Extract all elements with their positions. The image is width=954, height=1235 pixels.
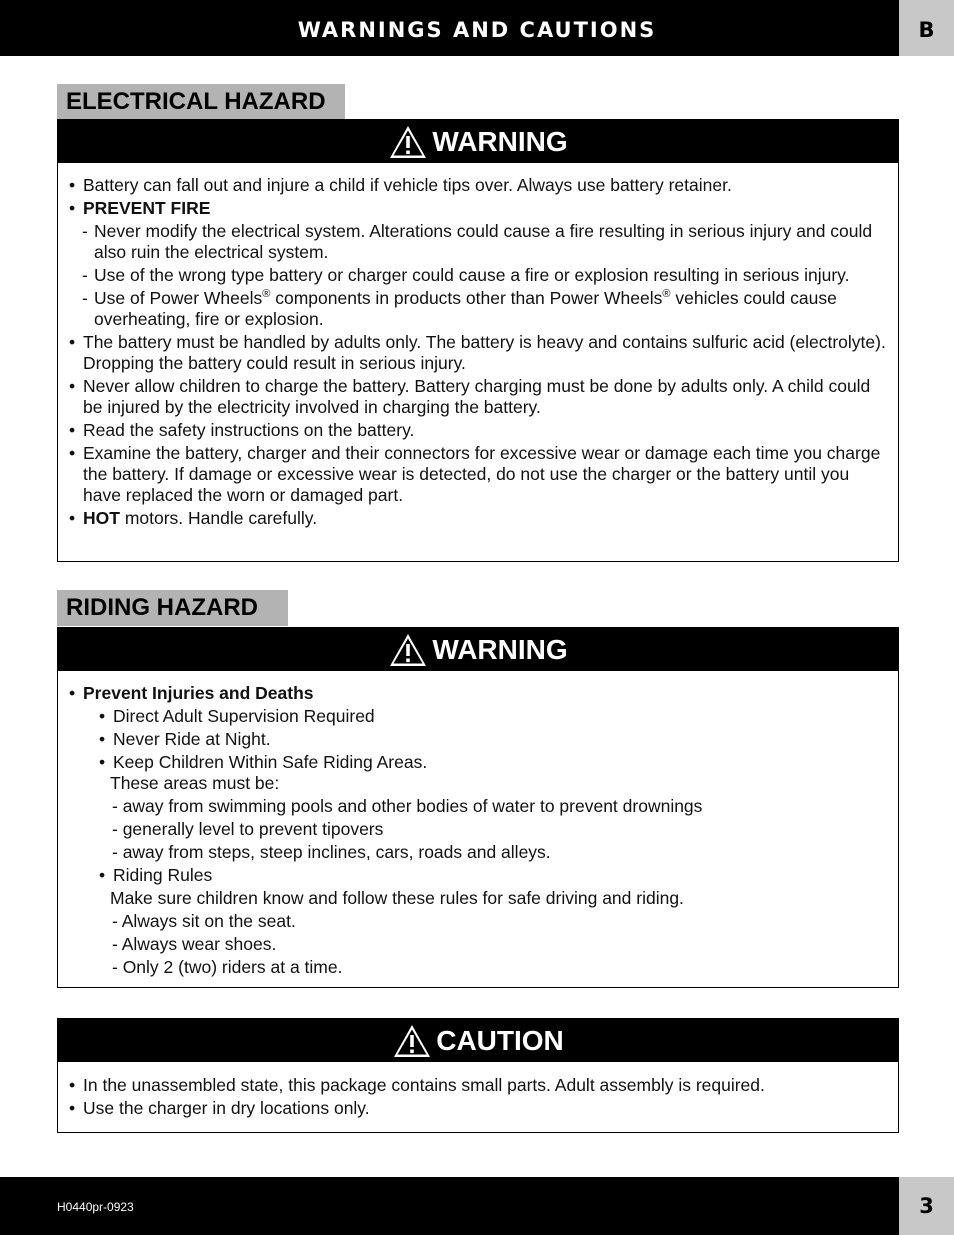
electrical-warning-content <box>58 163 898 529</box>
caution-content <box>58 1062 898 1119</box>
list-item: • HOT motors. Handle carefully. <box>69 508 318 528</box>
list-item: • Never Ride at Night. <box>99 729 271 749</box>
page-title: WARNINGS AND CAUTIONS <box>297 18 657 42</box>
list-item: • Read the safety instructions on the battery. <box>69 420 415 440</box>
warning-title: WARNING <box>432 633 568 665</box>
sub-list-item: - Always wear shoes. <box>112 934 277 954</box>
caution-title: CAUTION <box>436 1024 564 1056</box>
list-item: • In the unassembled state, this package contains small parts. Adult assembly is required. <box>69 1075 765 1095</box>
electrical-hazard-label: ELECTRICAL HAZARD <box>57 84 345 120</box>
list-item: • PREVENT FIRE <box>69 198 211 218</box>
electrical-warning-box <box>57 119 899 562</box>
list-item: • Prevent Injuries and Deaths <box>69 683 314 703</box>
sub-list-item: - Use of the wrong type battery or charger could cause a fire or explosion resulting in serious injury. <box>82 265 850 285</box>
list-note: Make sure children know and follow these rules for safe driving and riding. <box>110 888 684 908</box>
footer-bar <box>0 1177 954 1235</box>
riding-warning-box <box>57 627 899 988</box>
warning-title: WARNING <box>432 125 568 157</box>
list-item: • Use the charger in dry locations only. <box>69 1098 370 1118</box>
sub-list-item: - Use of Power Wheels® components in products other than Power Wheels® vehicles could cause overheating, fire or explosion. <box>82 288 837 329</box>
sub-list-item: - Always sit on the seat. <box>112 911 296 931</box>
sub-list-item: - Only 2 (two) riders at a time. <box>112 957 343 977</box>
warning-triangle-icon <box>388 632 428 668</box>
page-number: 3 <box>899 1177 954 1235</box>
sub-list-item: - generally level to prevent tipovers <box>112 819 384 839</box>
list-item: • Examine the battery, charger and their connectors for excessive wear or damage each time you charge the battery. If damage or excessive wear is detected, do not use the charger or the battery until you have replaced the worn or damaged part. <box>69 443 881 505</box>
warning-banner <box>58 120 898 163</box>
list-item: • Direct Adult Supervision Required <box>99 706 375 726</box>
sub-list-item: - away from steps, steep inclines, cars, roads and alleys. <box>112 842 551 862</box>
sub-list-item: - away from swimming pools and other bodies of water to prevent drownings <box>112 796 703 816</box>
caution-banner <box>58 1019 898 1062</box>
list-item: • Never allow children to charge the battery. Battery charging must be done by adults only. A child could be injured by the electricity involved in charging the battery. <box>69 376 871 417</box>
list-item: • The battery must be handled by adults only. The battery is heavy and contains sulfuric acid (electrolyte). Dropping the battery could result in serious injury. <box>69 332 886 373</box>
warning-triangle-icon <box>392 1023 432 1059</box>
warning-banner <box>58 628 898 671</box>
list-item: • Keep Children Within Safe Riding Areas. <box>99 752 428 772</box>
list-note: These areas must be: <box>110 773 280 793</box>
list-item: • Battery can fall out and injure a child if vehicle tips over. Always use battery retainer. <box>69 175 732 195</box>
riding-warning-content <box>58 671 898 978</box>
caution-box <box>57 1018 899 1133</box>
sub-list-item: - Never modify the electrical system. Alterations could cause a fire resulting in serious injury and could also ruin the electrical system. <box>82 221 873 262</box>
document-code: H0440pr-0923 <box>57 1200 134 1214</box>
warning-triangle-icon <box>388 124 428 160</box>
riding-hazard-label: RIDING HAZARD <box>57 590 288 626</box>
list-item: • Riding Rules <box>99 865 213 885</box>
section-tab: B <box>899 0 954 56</box>
